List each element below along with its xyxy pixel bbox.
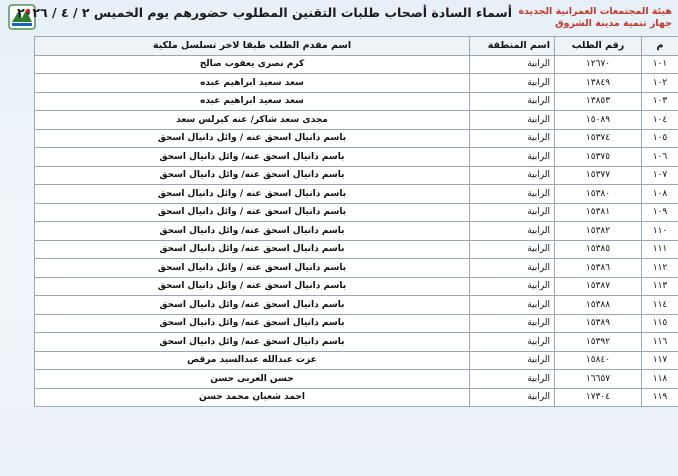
cell-area: الرابية <box>470 185 555 204</box>
cell-request-no: ١٥٣٨٧ <box>555 277 642 296</box>
cell-name: باسم دانيال اسحق عنه/ وائل دانيال اسحق <box>35 166 470 185</box>
table-body <box>35 55 678 407</box>
table-row <box>35 92 678 111</box>
cell-request-no: ١٣٨٥٣ <box>555 92 642 111</box>
cell-name: باسم دانيال اسحق عنه / وائل دانيال اسحق <box>35 203 470 222</box>
table-row <box>35 388 678 407</box>
cell-name: باسم دانيال اسحق عنه/ وائل دانيال اسحق <box>35 296 470 315</box>
cell-request-no: ١٥٣٨٦ <box>555 259 642 278</box>
table-row <box>35 129 678 148</box>
cell-request-no: ١٥٣٨١ <box>555 203 642 222</box>
cell-name: مجدى سعد شاكر/ عنه كيرلس سعد <box>35 111 470 130</box>
cell-num: ١١٣ <box>642 277 678 296</box>
table-row <box>35 351 678 370</box>
cell-num: ١٠٩ <box>642 203 678 222</box>
cell-area: الرابية <box>470 92 555 111</box>
cell-area: الرابية <box>470 148 555 167</box>
cell-num: ١١٩ <box>642 388 678 407</box>
organization-name <box>518 6 672 30</box>
cell-num: ١١٤ <box>642 296 678 315</box>
column-header-request-no: رقم الطلب <box>555 37 642 56</box>
cell-area: الرابية <box>470 296 555 315</box>
cell-name: سعد سعيد ابراهيم عبده <box>35 92 470 111</box>
cell-area: الرابية <box>470 351 555 370</box>
cell-request-no: ١٥٠٨٩ <box>555 111 642 130</box>
applicants-table <box>34 36 678 407</box>
cell-name: باسم دانيال اسحق عنه/ وائل دانيال اسحق <box>35 222 470 241</box>
cell-area: الرابية <box>470 203 555 222</box>
cell-request-no: ١٦٦٥٧ <box>555 370 642 389</box>
table-row <box>35 74 678 93</box>
cell-name: عزت عبدالله عبدالسيد مرقص <box>35 351 470 370</box>
cell-num: ١٠٧ <box>642 166 678 185</box>
cell-name: باسم دانيال اسحق عنه/ وائل دانيال اسحق <box>35 314 470 333</box>
cell-num: ١٠٥ <box>642 129 678 148</box>
cell-area: الرابية <box>470 333 555 352</box>
table-row <box>35 370 678 389</box>
cell-name: باسم دانيال اسحق عنه / وائل دانيال اسحق <box>35 277 470 296</box>
cell-num: ١٠٨ <box>642 185 678 204</box>
table-row <box>35 111 678 130</box>
cell-num: ١٠٤ <box>642 111 678 130</box>
cell-name: كرم نصرى يعقوب صالح <box>35 55 470 74</box>
cell-name: احمد شعبان محمد حسن <box>35 388 470 407</box>
cell-num: ١١٧ <box>642 351 678 370</box>
table-row <box>35 55 678 74</box>
table-row <box>35 314 678 333</box>
cell-name: باسم دانيال اسحق عنه / وائل دانيال اسحق <box>35 129 470 148</box>
column-header-name: اسم مقدم الطلب طبقا لاخر تسلسل ملكية <box>35 37 470 56</box>
cell-request-no: ١٥٣٧٧ <box>555 166 642 185</box>
cell-request-no: ١٥٣٨٥ <box>555 240 642 259</box>
cell-request-no: ١٥٣٩٢ <box>555 333 642 352</box>
cell-num: ١٠٢ <box>642 74 678 93</box>
cell-area: الرابية <box>470 74 555 93</box>
cell-num: ١١٠ <box>642 222 678 241</box>
cell-request-no: ١٥٣٨٩ <box>555 314 642 333</box>
cell-area: الرابية <box>470 240 555 259</box>
cell-request-no: ١٥٣٧٤ <box>555 129 642 148</box>
column-header-area: اسم المنطقة <box>470 37 555 56</box>
cell-request-no: ١٥٣٨٠ <box>555 185 642 204</box>
cell-name: سعد سعيد ابراهيم عبده <box>35 74 470 93</box>
cell-num: ١١٨ <box>642 370 678 389</box>
cell-area: الرابية <box>470 55 555 74</box>
table-row <box>35 222 678 241</box>
cell-request-no: ١٢٦٧٠ <box>555 55 642 74</box>
cell-num: ١١١ <box>642 240 678 259</box>
table-row <box>35 185 678 204</box>
cell-num: ١٠١ <box>642 55 678 74</box>
column-header-num: م <box>642 37 678 56</box>
cell-request-no: ١٧٣٠٤ <box>555 388 642 407</box>
cell-name: باسم دانيال اسحق عنه/ وائل دانيال اسحق <box>35 148 470 167</box>
cell-area: الرابية <box>470 388 555 407</box>
cell-area: الرابية <box>470 111 555 130</box>
table-row <box>35 333 678 352</box>
cell-name: باسم دانيال اسحق عنه/ وائل دانيال اسحق <box>35 240 470 259</box>
cell-area: الرابية <box>470 259 555 278</box>
table-row <box>35 240 678 259</box>
cell-name: حسن العربى حسن <box>35 370 470 389</box>
cell-num: ١١٢ <box>642 259 678 278</box>
cell-name: باسم دانيال اسحق عنه/ وائل دانيال اسحق <box>35 333 470 352</box>
cell-request-no: ١٣٨٤٩ <box>555 74 642 93</box>
cell-area: الرابية <box>470 129 555 148</box>
table-row <box>35 277 678 296</box>
cell-name: باسم دانيال اسحق عنه / وائل دانيال اسحق <box>35 259 470 278</box>
table-header-row <box>35 37 678 56</box>
table-row <box>35 166 678 185</box>
cell-request-no: ١٥٨٤٠ <box>555 351 642 370</box>
cell-request-no: ١٥٣٧٥ <box>555 148 642 167</box>
cell-area: الرابية <box>470 166 555 185</box>
cell-name: باسم دانيال اسحق عنه / وائل دانيال اسحق <box>35 185 470 204</box>
cell-request-no: ١٥٣٨٢ <box>555 222 642 241</box>
page-title: أسماء السادة أصحاب طلبات التقنين المطلوب حضورهم يوم الخميس ٢ / ٤ / ٢٠٢٦ <box>17 5 512 20</box>
org-line-1: هيئة المجتمعات العمرانية الجديدة <box>518 6 672 17</box>
table-row <box>35 259 678 278</box>
cell-area: الرابية <box>470 277 555 296</box>
cell-num: ١٠٣ <box>642 92 678 111</box>
cell-num: ١١٦ <box>642 333 678 352</box>
table-row <box>35 148 678 167</box>
cell-num: ١٠٦ <box>642 148 678 167</box>
table-row <box>35 203 678 222</box>
page-header <box>0 0 678 34</box>
table-row <box>35 296 678 315</box>
org-line-2: جهاز تنمية مدينة الشروق <box>555 18 672 29</box>
cell-request-no: ١٥٣٨٨ <box>555 296 642 315</box>
cell-area: الرابية <box>470 314 555 333</box>
cell-num: ١١٥ <box>642 314 678 333</box>
cell-area: الرابية <box>470 222 555 241</box>
cell-area: الرابية <box>470 370 555 389</box>
